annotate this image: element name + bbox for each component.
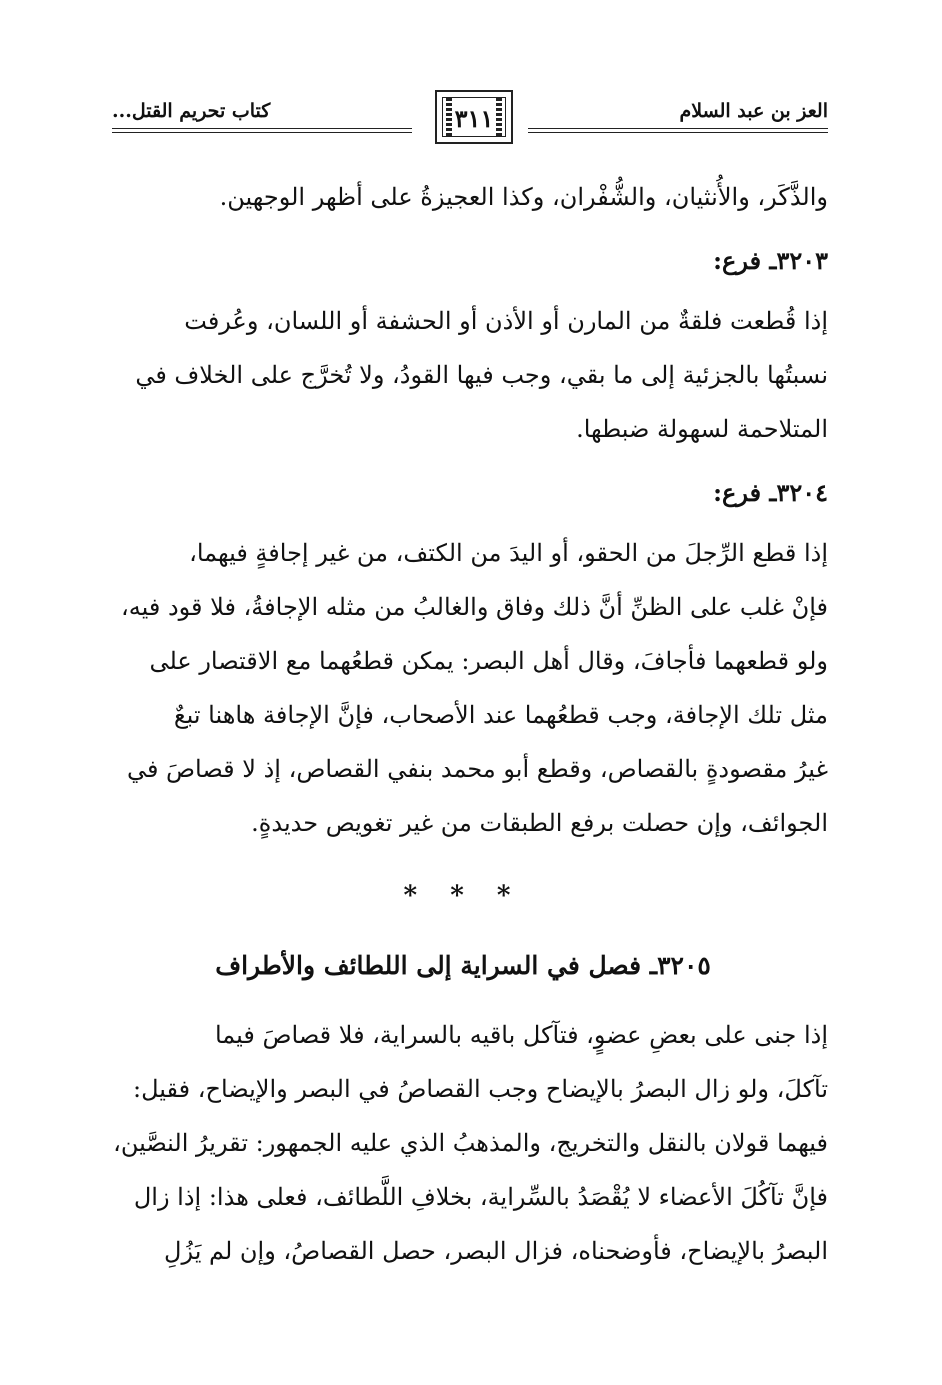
text-line: والذَّكَر، والأُنثيان، والشُّفْران، وكذا العجيزةُ على أظهر الوجهين.: [219, 183, 828, 211]
text-line: ولو قطعهما فأجافَ، وقال أهل البصر: يمكن قطعُهما مع الاقتصار على: [149, 647, 828, 675]
section-heading-3204: ٣٢٠٤ـ فرع:: [713, 478, 828, 507]
text-line: إذا جنى على بعضِ عضوٍ، فتآكل باقيه بالسراية، فلا قصاصَ فيما: [214, 1021, 828, 1049]
header-author: العز بن عبد السلام: [679, 100, 828, 122]
page-number: ٣١١: [454, 104, 494, 133]
text-line: فإنْ غلب على الظنِّ أنَّ ذلك وفاق والغالبُ من مثله الإجافةُ، فلا قود فيه،: [120, 593, 828, 621]
section-heading-3203: ٣٢٠٣ـ فرع:: [713, 246, 828, 275]
text-line: نسبتُها بالجزئية إلى ما بقي، وجب فيها القودُ، ولا تُخرَّج على الخلاف في: [135, 361, 828, 389]
page-body: [98, 170, 828, 1278]
header-rule-right: [528, 128, 828, 129]
text-line: تآكلَ، ولو زال البصرُ بالإيضاح وجب القصاصُ في البصر والإيضاح، فقيل:: [133, 1075, 828, 1103]
header-book-title: كتاب تحريم القتل...: [112, 100, 271, 122]
text-line: البصرُ بالإيضاح، فأوضحناه، فزال البصر، حصل القصاصُ، وإن لم يَزُلِ: [164, 1237, 828, 1265]
section-separator: * * *: [403, 881, 523, 911]
text-line: إذا قُطعت فلقةٌ من المارن أو الأذن أو الحشفة أو اللسان، وعُرفت: [184, 307, 828, 335]
text-line: فيهما قولان بالنقل والتخريج، والمذهبُ الذي عليه الجمهور: تقريرُ النصَّين،: [113, 1129, 828, 1157]
text-line: غيرُ مقصودةٍ بالقصاص، وقطع أبو محمد بنفي القصاص، إذ لا قصاصَ في: [126, 755, 828, 783]
chapter-heading-3205: ٣٢٠٥ـ فصل في السراية إلى اللطائف والأطراف: [215, 951, 711, 980]
text-line: المتلاحمة لسهولة ضبطها.: [576, 415, 828, 443]
page-number-frame: [435, 90, 513, 144]
header-rule-right-thin: [528, 132, 828, 133]
page-header: [112, 90, 828, 152]
header-rule-left-thin: [112, 132, 412, 133]
text-line: الجوائف، وإن حصلت برفع الطبقات من غير تغويص حديدةٍ.: [251, 809, 828, 837]
text-line: فإنَّ تآكُلَ الأعضاء لا يُقْصَدُ بالسِّراية، بخلافِ اللَّطائف، فعلى هذا: إذا زال: [133, 1183, 828, 1211]
header-rule-left: [112, 128, 412, 129]
text-line: مثل تلك الإجافة، وجب قطعُهما عند الأصحاب، فإنَّ الإجافة هاهنا تبعٌ: [173, 701, 828, 729]
text-line: إذا قطع الرِّجلَ من الحقو، أو اليدَ من الكتف، من غير إجافةٍ فيهما،: [189, 539, 828, 567]
